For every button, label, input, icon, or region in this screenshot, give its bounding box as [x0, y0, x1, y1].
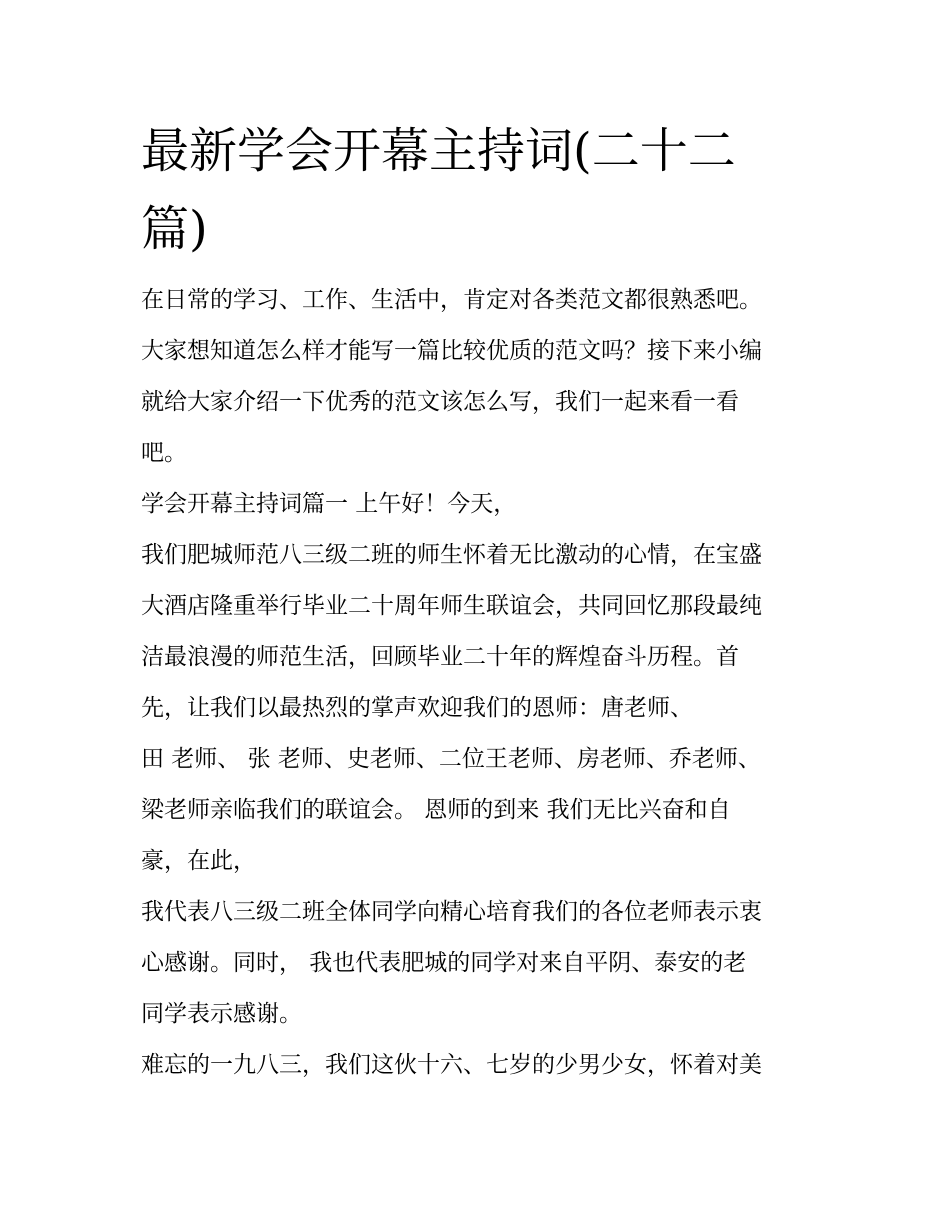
body-line: 吧。	[141, 440, 187, 466]
body-line: 在日常的学习、工作、生活中，肯定对各类范文都很熟悉吧。	[141, 287, 762, 313]
body-line: 先，让我们以最热烈的掌声欢迎我们的恩师：唐老师、	[141, 695, 693, 721]
document-title	[141, 112, 821, 268]
body-line: 我们肥城师范八三级二班的师生怀着无比激动的心情，在宝盛	[141, 542, 762, 568]
body-line: 学会开幕主持词篇一 上午好！今天，	[141, 491, 517, 517]
body-line: 难忘的一九八三，我们这伙十六、七岁的少男少女，怀着对美	[141, 1052, 762, 1078]
body-line: 大家想知道怎么样才能写一篇比较优质的范文吗？接下来小编	[141, 338, 762, 364]
title-line: 最新学会开幕主持词(二十二	[141, 123, 736, 179]
body-line: 梁老师亲临我们的联谊会。 恩师的到来 我们无比兴奋和自	[141, 797, 731, 823]
body-line: 大酒店隆重举行毕业二十周年师生联谊会，共同回忆那段最纯	[141, 593, 762, 619]
document-body	[141, 275, 821, 1091]
body-line: 豪，在此，	[141, 848, 256, 874]
body-line: 我代表八三级二班全体同学向精心培育我们的各位老师表示衷	[141, 899, 762, 925]
body-line: 就给大家介绍一下优秀的范文该怎么写，我们一起来看一看	[141, 389, 739, 415]
body-line: 田 老师、 张 老师、史老师、二位王老师、房老师、乔老师、	[141, 746, 761, 772]
body-line: 洁最浪漫的师范生活，回顾毕业二十年的辉煌奋斗历程。首	[141, 644, 739, 670]
title-line: 篇)	[141, 201, 208, 257]
body-line: 同学表示感谢。	[141, 1001, 302, 1027]
body-line: 心感谢。同时， 我也代表肥城的同学对来自平阴、泰安的老	[141, 950, 747, 976]
